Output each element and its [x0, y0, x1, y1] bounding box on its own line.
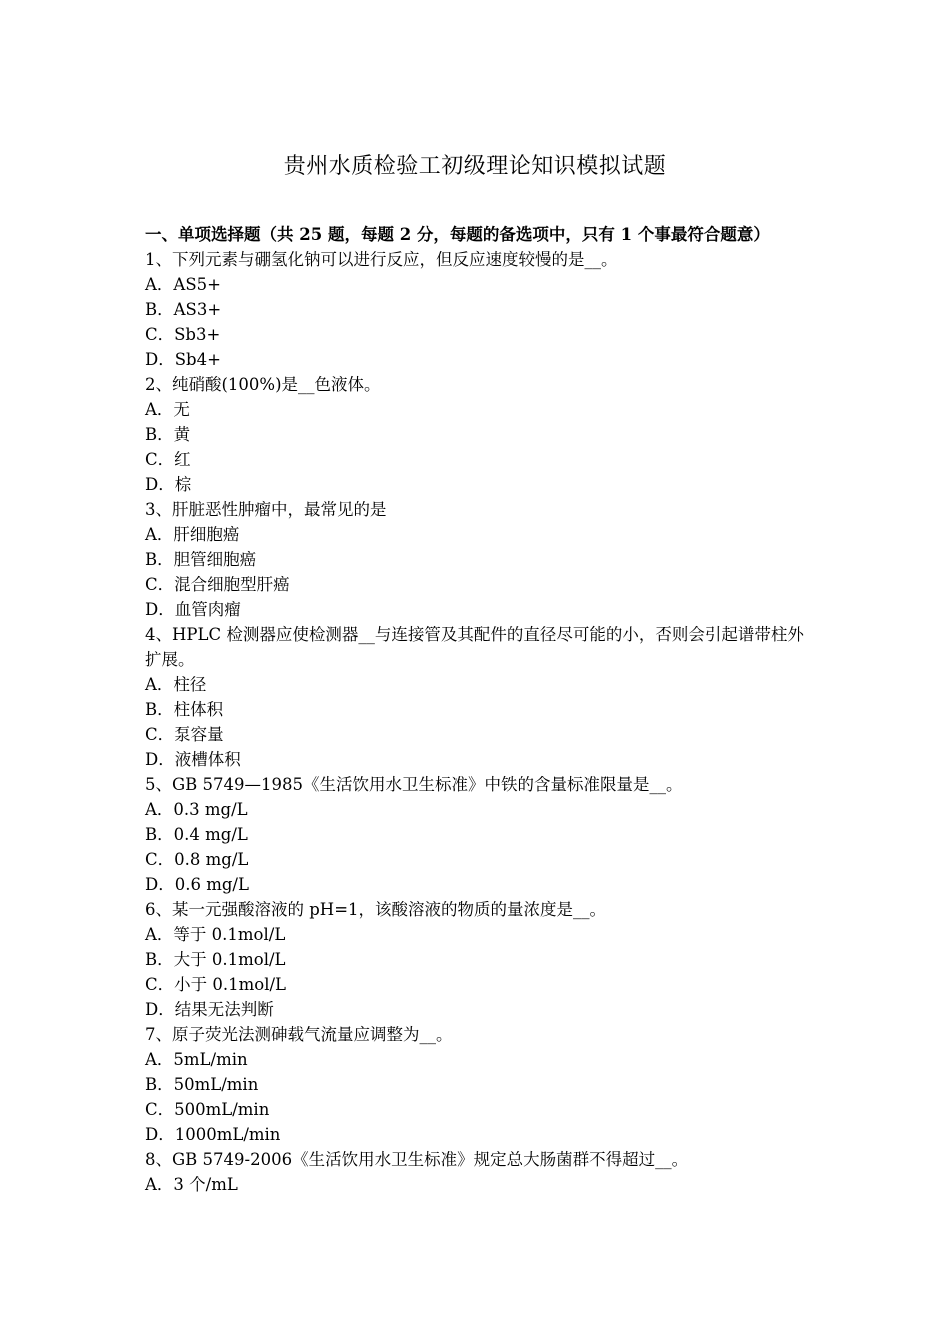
question-text: 6、某一元强酸溶液的 pH=1，该酸溶液的物质的量浓度是__。 — [145, 900, 607, 919]
option-d: D．0.6 mg/L — [145, 875, 249, 894]
document-title: 贵州水质检验工初级理论知识模拟试题 — [283, 154, 667, 179]
option-d: D．Sb4+ — [145, 350, 221, 369]
question-text: 8、GB 5749-2006《生活饮用水卫生标准》规定总大肠菌群不得超过__。 — [145, 1150, 689, 1169]
question-7 — [145, 1022, 813, 1147]
option-c: C．红 — [145, 450, 191, 469]
question-5 — [145, 772, 813, 897]
option-c: C．500mL/min — [145, 1100, 270, 1119]
question-3 — [145, 497, 813, 622]
question-2 — [145, 372, 813, 497]
question-8 — [145, 1147, 813, 1197]
question-text: 7、原子荧光法测砷载气流量应调整为__。 — [145, 1025, 453, 1044]
option-c: C．泵容量 — [145, 725, 224, 744]
option-c: C．小于 0.1mol/L — [145, 975, 286, 994]
question-text: 5、GB 5749—1985《生活饮用水卫生标准》中铁的含量标准限量是__。 — [145, 775, 683, 794]
document-body — [145, 222, 813, 1197]
option-c: C．0.8 mg/L — [145, 850, 249, 869]
option-d: D．液槽体积 — [145, 750, 241, 769]
section-heading: 一、单项选择题（共 25 题，每题 2 分，每题的备选项中，只有 1 个事最符合题意） — [145, 225, 770, 244]
question-text: 2、纯硝酸(100%)是__色液体。 — [145, 375, 381, 394]
option-c: C．Sb3+ — [145, 325, 221, 344]
option-c: C．混合细胞型肝癌 — [145, 575, 290, 594]
option-b: B．AS3+ — [145, 300, 222, 319]
option-a: A．无 — [145, 400, 190, 419]
option-b: B．胆管细胞癌 — [145, 550, 257, 569]
question-1 — [145, 247, 813, 372]
option-b: B．黄 — [145, 425, 191, 444]
option-a: A．3 个/mL — [145, 1175, 238, 1194]
question-text: 1、下列元素与硼氢化钠可以进行反应，但反应速度较慢的是__。 — [145, 250, 618, 269]
option-a: A．AS5+ — [145, 275, 221, 294]
option-a: A．等于 0.1mol/L — [145, 925, 286, 944]
question-text: 4、HPLC 检测器应使检测器__与连接管及其配件的直径尽可能的小，否则会引起谱带柱外扩展。 — [145, 625, 804, 669]
option-d: D．棕 — [145, 475, 192, 494]
option-b: B．0.4 mg/L — [145, 825, 248, 844]
option-a: A．0.3 mg/L — [145, 800, 248, 819]
option-a: A．肝细胞癌 — [145, 525, 240, 544]
option-d: D．结果无法判断 — [145, 1000, 274, 1019]
question-4 — [145, 622, 813, 772]
option-b: B．50mL/min — [145, 1075, 259, 1094]
option-b: B．柱体积 — [145, 700, 224, 719]
option-a: A．5mL/min — [145, 1050, 248, 1069]
option-a: A．柱径 — [145, 675, 207, 694]
question-text: 3、肝脏恶性肿瘤中，最常见的是 — [145, 500, 387, 519]
option-d: D．血管肉瘤 — [145, 600, 241, 619]
option-b: B．大于 0.1mol/L — [145, 950, 286, 969]
option-d: D．1000mL/min — [145, 1125, 281, 1144]
question-6 — [145, 897, 813, 1022]
